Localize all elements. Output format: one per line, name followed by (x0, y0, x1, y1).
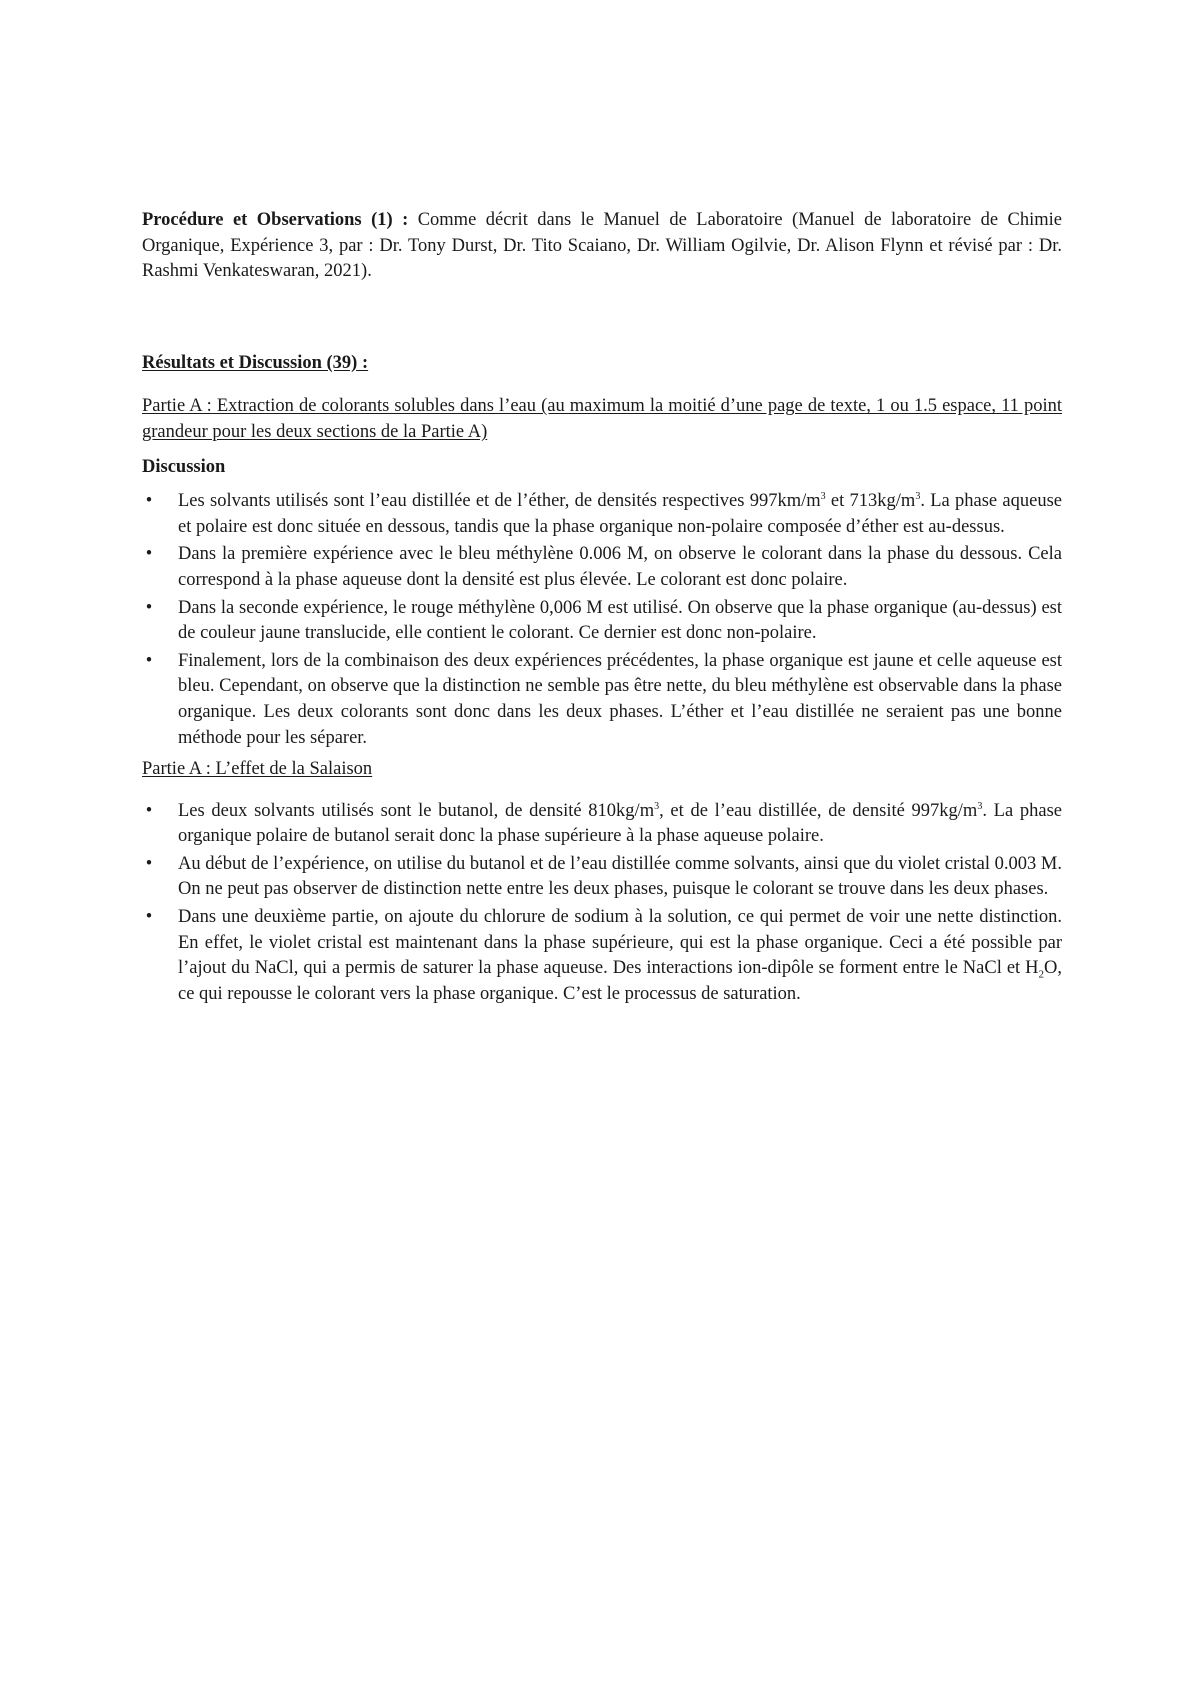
procedure-heading: Procédure et Observations (1) : (142, 210, 409, 230)
bullet-icon: • (145, 650, 153, 671)
bullet-text-part: . La phase organique polaire de butanol serait donc la phase supérieure à la phase aqueuse polaire. (178, 800, 1063, 847)
list-item (142, 799, 1062, 850)
superscript: 3 (654, 800, 660, 812)
partie-a-extraction-title: Partie A : Extraction de colorants solubles dans l’eau (au maximum la moitié d’une page de texte, 1 ou 1.5 espace, 11 point grandeur pour les deux sections de la Partie A) (142, 396, 1062, 442)
partie-a-salaison-title: Partie A : L’effet de la Salaison (142, 759, 373, 780)
bullet-text-part: et 713kg/m (825, 491, 916, 512)
bullet-text-part: , et de l’eau distillée, de densité 997kg/m (659, 800, 978, 821)
list-item (142, 905, 1062, 1007)
list-item (142, 649, 1062, 751)
list-item (142, 852, 1062, 903)
bullet-text-part: O, ce qui repousse le colorant vers la phase organique. C’est le processus de saturation. (178, 958, 1062, 1004)
superscript: 3 (915, 491, 921, 502)
procedure-text: Comme décrit dans le Manuel de Laboratoire (Manuel de laboratoire de Chimie Organique, Expérience 3, par : Dr. Tony Durst, Dr. Tito Scaiano, Dr. William Ogilvie, Dr. Alison Flynn et révisé par : Dr. Rashmi Venkateswaran, 2021). (142, 210, 1063, 282)
bullet-text: Finalement, lors de la combinaison des deux expériences précédentes, la phase organique est jaune et celle aqueuse est bleu. Cependant, on observe que la distinction ne semble pas être nette, du bleu méthylène est observable dans la phase organique. Les deux colorants sont donc dans les deux phases. L’éther et l’eau distillée ne seraient pas une bonne méthode pour les séparer. (178, 650, 1062, 748)
document-page (142, 208, 1062, 1009)
bullet-text: Dans la première expérience avec le bleu méthylène 0.006 M, on observe le colorant dans la phase du dessous. Cela correspond à la phase aqueuse dont la densité est plus élevée. Le colorant est donc polaire. (178, 544, 1062, 590)
superscript: 3 (820, 491, 826, 502)
discussion-heading: Discussion (142, 456, 226, 477)
subscript: 2 (1038, 968, 1044, 981)
bullet-text: Au début de l’expérience, on utilise du butanol et de l’eau distillée comme solvants, ainsi que du violet cristal 0.003 M. On ne peut pas observer de distinction nette entre les deux phases, puisque le colorant se trouve dans les deux phases. (178, 853, 1062, 900)
bullet-icon: • (145, 907, 153, 928)
bullet-icon: • (145, 544, 153, 565)
bullet-icon: • (145, 800, 153, 821)
list-item (142, 596, 1062, 647)
bullet-icon: • (145, 491, 153, 512)
list-item (142, 489, 1062, 540)
bullet-text-part: Dans une deuxième partie, on ajoute du chlorure de sodium à la solution, ce qui permet de voir une nette distinction. En effet, le violet cristal est maintenant dans la phase supérieure, qui est la phase organique. Ceci a été possible par l’ajout du NaCl, qui a permis de saturer la phase aqueuse. Des interactions ion-dipôle se forment entre le NaCl et H (178, 907, 1062, 979)
bullet-text-part: Les deux solvants utilisés sont le butanol, de densité 810kg/m (178, 800, 655, 821)
list-item (142, 542, 1062, 593)
superscript: 3 (977, 800, 983, 812)
bullet-text: Dans la seconde expérience, le rouge méthylène 0,006 M est utilisé. On observe que la phase organique (au-dessus) est de couleur jaune translucide, elle contient le colorant. Ce dernier est donc non-polaire. (178, 597, 1062, 644)
bullet-icon: • (145, 853, 153, 874)
bullet-icon: • (145, 597, 153, 618)
results-heading: Résultats et Discussion (39) : (142, 352, 369, 373)
bullet-text-part: Les solvants utilisés sont l’eau distillée et de l’éther, de densités respectives 997km/m (178, 491, 821, 512)
extraction-bullet-list (142, 489, 1062, 751)
procedure-paragraph (142, 208, 1062, 285)
salaison-bullet-list (142, 799, 1062, 1008)
bullet-text-part: . La phase aqueuse et polaire est donc située en dessous, tandis que la phase organique non-polaire composée d’éther est au-dessus. (178, 491, 1062, 537)
